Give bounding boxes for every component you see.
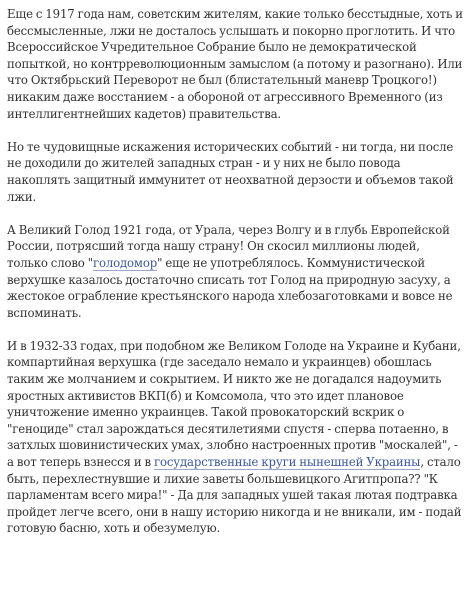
paragraph-4-text-end: , стало быть, перехлестнувшие и лихие заветы большевицкого Агитпропа?? "К парламентам всего мира!" - Да для западных ушей такая лютая подтравка пройдет легче всего, они в нашу историю никогда и не вникали, им - подай готовую басню, хоть и обезумелую. xyxy=(7,455,462,536)
paragraph-1-text: Еще с 1917 года нам, советским жителям, какие только бесстыдные, хоть и бессмысленные, лжи не досталось услышать и покорно проглотить. И что Всероссийское Учредительное Собрание было не демократической попыткой, но контрреволюционным замыслом (а потому и разогнано). Или что Октябрьский Переворот не был (блистательный маневр Троцкого!) никаким даже восстанием - а обороной от агрессивного Временного (из интеллигентнейших кадетов) правительства. xyxy=(7,7,463,121)
ukraine-government-link[interactable]: государственные круги нынешней Украины xyxy=(154,455,421,470)
paragraph-4-text-start: И в 1932-33 годах, при подобном же Великом Голоде на Украине и Кубани, компартийная верхушка (где заседало немало и украинцев) обошлась таким же молчанием и сокрытием. И никто же не догадался надоумить яростных активистов ВКП(б) и Комсомола, что это идет плановое уничтожение именно украинцев. Такой провокаторский вскрик о "геноциде" стал зарождаться десятилетиями спустя - сперва потаенно, в затхлых шовинистических умах, злобно настроенных против "москалей", - а вот теперь взнесся и в xyxy=(7,338,461,470)
holodomor-link[interactable]: голодомор xyxy=(92,255,158,270)
paragraph-4 xyxy=(7,338,463,537)
paragraph-2 xyxy=(7,139,463,205)
paragraph-1 xyxy=(7,6,463,122)
paragraph-3-text-end: " еще не употреблялось. Коммунистической верхушке казалось достаточно списать тот Голод на природную засуху, а жестокое ограбление крестьянского народа хлебозаготовками и вовсе не вспоминать. xyxy=(7,255,453,320)
paragraph-3 xyxy=(7,222,463,322)
paragraph-3-text-start: А Великий Голод 1921 года, от Урала, через Волгу и в глубь Европейской России, потрясший тогда нашу страну! Он скосил миллионы людей, только слово " xyxy=(7,222,450,270)
paragraph-2-text: Но те чудовищные искажения исторических событий - ни тогда, ни после не доходили до жителей западных стран - и у них не было повода накоплять защитный иммунитет от неохватной дерзости и объемов такой лжи. xyxy=(7,139,454,204)
